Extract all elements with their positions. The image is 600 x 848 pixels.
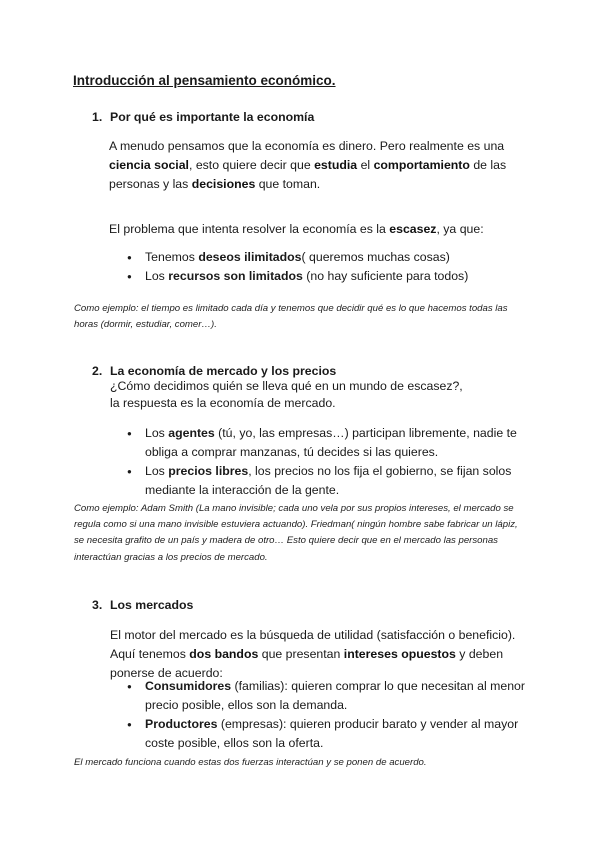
section-number: 3. bbox=[92, 598, 103, 612]
document-title: Introducción al pensamiento económico. bbox=[73, 73, 336, 88]
section-title: La economía de mercado y los precios bbox=[110, 364, 337, 378]
section-3-bullet-list bbox=[127, 677, 527, 753]
section-3-heading bbox=[92, 598, 193, 612]
section-2-answer: la respuesta es la economía de mercado. bbox=[110, 396, 336, 410]
section-3-paragraph: El motor del mercado es la búsqueda de utilidad (satisfacción o beneficio). Aquí tenemos dos bandos que presentan intereses opuestos y deben ponerse de acuerdo: bbox=[110, 628, 516, 680]
list-item: ● Los agentes (tú, yo, las empresas…) participan libremente, nadie te obliga a comprar manzanas, tú decides si las quieres. bbox=[127, 424, 519, 462]
list-item: ● Los recursos son limitados (no hay suficiente para todos) bbox=[127, 267, 527, 286]
list-item: ● Tenemos deseos ilimitados( queremos muchas cosas) bbox=[127, 248, 527, 267]
section-1-paragraph-1: A menudo pensamos que la economía es dinero. Pero realmente es una ciencia social, esto quiere decir que estudia el comportamiento de las personas y las decisiones que toman. bbox=[109, 139, 507, 191]
section-3-conclusion: El mercado funciona cuando estas dos fuerzas interactúan y se ponen de acuerdo. bbox=[74, 757, 427, 768]
section-1-heading bbox=[92, 110, 314, 124]
section-1-paragraph-2: El problema que intenta resolver la economía es la escasez, ya que: bbox=[109, 222, 484, 236]
section-title: Los mercados bbox=[110, 598, 194, 612]
list-item: ● Consumidores (familias): quieren comprar lo que necesitan al menor precio posible, ellos son la demanda. bbox=[127, 677, 527, 715]
section-2-bullet-list bbox=[127, 424, 519, 500]
section-1-example: Como ejemplo: el tiempo es limitado cada día y tenemos que decidir qué es lo que hacemos todas las horas (dormir, estudiar, comer…). bbox=[74, 303, 508, 331]
section-1-bullet-list bbox=[127, 248, 527, 286]
list-item: ● Los precios libres, los precios no los fija el gobierno, se fijan solos mediante la interacción de la gente. bbox=[127, 462, 519, 500]
section-number: 2. bbox=[92, 364, 103, 378]
section-number: 1. bbox=[92, 110, 103, 124]
section-title: Por qué es importante la economía bbox=[110, 110, 315, 124]
section-2-heading bbox=[92, 364, 336, 378]
section-2-example: Como ejemplo: Adam Smith (La mano invisible; cada uno vela por sus propios intereses, el mercado se regula como si una mano invisible estuviera actuando). Friedman( ningún hombre sabe fabricar un lápiz, se necesita grafito de un país y madera de otro… Esto quiere decir que en el mercado las personas interactúan gracias a los precios de mercado. bbox=[74, 503, 518, 563]
list-item: ● Productores (empresas): quieren producir barato y vender al mayor coste posible, ellos son la oferta. bbox=[127, 715, 527, 753]
section-2-question: ¿Cómo decidimos quién se lleva qué en un mundo de escasez?, bbox=[110, 379, 463, 393]
